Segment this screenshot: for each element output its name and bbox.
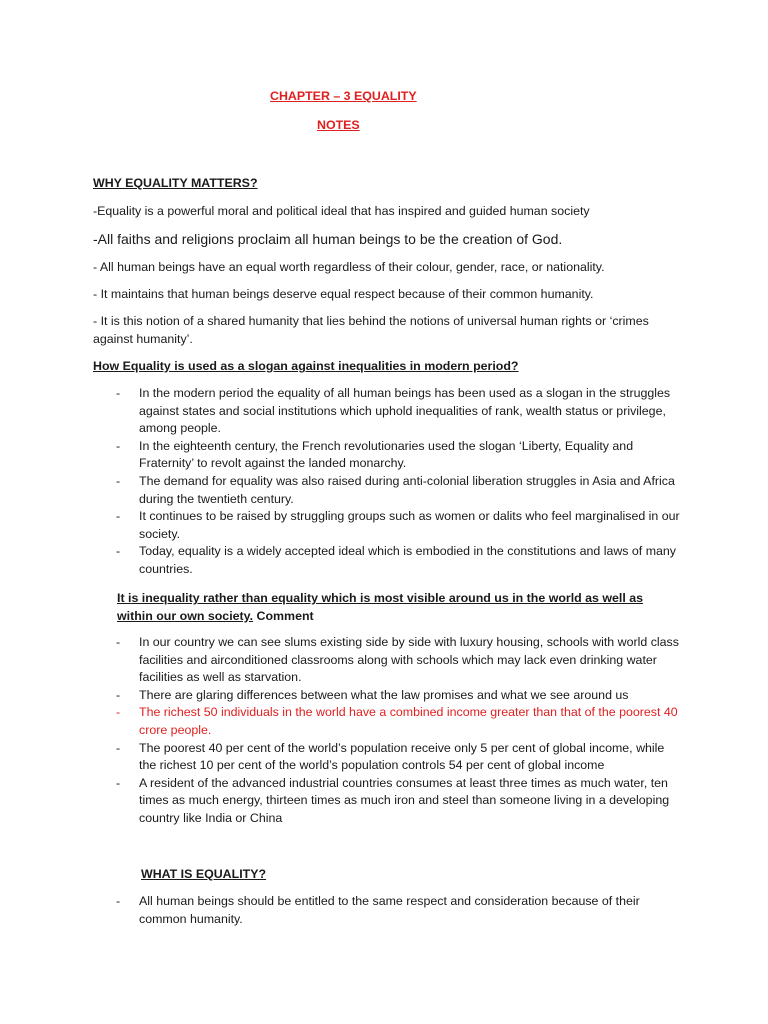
paragraph: -Equality is a powerful moral and political ideal that has inspired and guided human society	[93, 204, 590, 218]
inequality-list	[0, 634, 768, 828]
list-item: - In the modern period the equality of all human beings has been used as a slogan in the struggles against states and social institutions which uphold inequalities of rank, wealth status or privilege, among people.	[0, 385, 684, 438]
paragraph: - It maintains that human beings deserve equal respect because of their common humanity.	[93, 287, 594, 301]
list-item: - The poorest 40 per cent of the world’s population receive only 5 per cent of global income, while the richest 10 per cent of the world’s population controls 54 per cent of global income	[0, 740, 684, 775]
section-heading-why-equality: WHY EQUALITY MATTERS?	[93, 176, 258, 190]
list-item: - It continues to be raised by struggling groups such as women or dalits who feel marginalised in our society.	[0, 508, 684, 543]
list-item: - All human beings should be entitled to the same respect and consideration because of their common humanity.	[0, 893, 684, 928]
list-item-highlight: - The richest 50 individuals in the world have a combined income greater than that of the poorest 40 crore people.	[0, 704, 684, 739]
slogan-list	[0, 385, 768, 579]
inequality-question-text: It is inequality rather than equality which is most visible around us in the world as well as within our own society.	[117, 591, 644, 623]
comment-label: Comment	[253, 608, 314, 623]
paragraph: - It is this notion of a shared humanity that lies behind the notions of universal human rights or ‘crimes against humanity’.	[93, 314, 649, 346]
list-item: - In our country we can see slums existing side by side with luxury housing, schools with world class facilities and airconditioned classrooms along with schools which may lack even drinking water facilities as well as starvation.	[0, 634, 684, 687]
notes-title: NOTES	[317, 118, 360, 132]
list-item: - A resident of the advanced industrial countries consumes at least three times as much water, ten times as much energy, thirteen times as much iron and steel than someone living in a developing country like India or China	[0, 775, 684, 828]
list-item: - There are glaring differences between what the law promises and what we see around us	[0, 687, 684, 705]
list-item: - Today, equality is a widely accepted ideal which is embodied in the constitutions and laws of many countries.	[0, 543, 684, 578]
list-item: - The demand for equality was also raised during anti-colonial liberation struggles in Asia and Africa during the twentieth century.	[0, 473, 684, 508]
section-heading-slogan: How Equality is used as a slogan against inequalities in modern period?	[93, 359, 519, 373]
what-is-equality-list	[0, 893, 768, 928]
paragraph: -All faiths and religions proclaim all human beings to be the creation of God.	[93, 231, 563, 247]
chapter-title: CHAPTER – 3 EQUALITY	[270, 89, 417, 103]
inequality-question	[117, 590, 677, 625]
list-item: - In the eighteenth century, the French revolutionaries used the slogan ‘Liberty, Equality and Fraternity’ to revolt against the landed monarchy.	[0, 438, 684, 473]
section-heading-what-is-equality: WHAT IS EQUALITY?	[141, 867, 267, 881]
paragraph: - All human beings have an equal worth regardless of their colour, gender, race, or nationality.	[93, 260, 605, 274]
